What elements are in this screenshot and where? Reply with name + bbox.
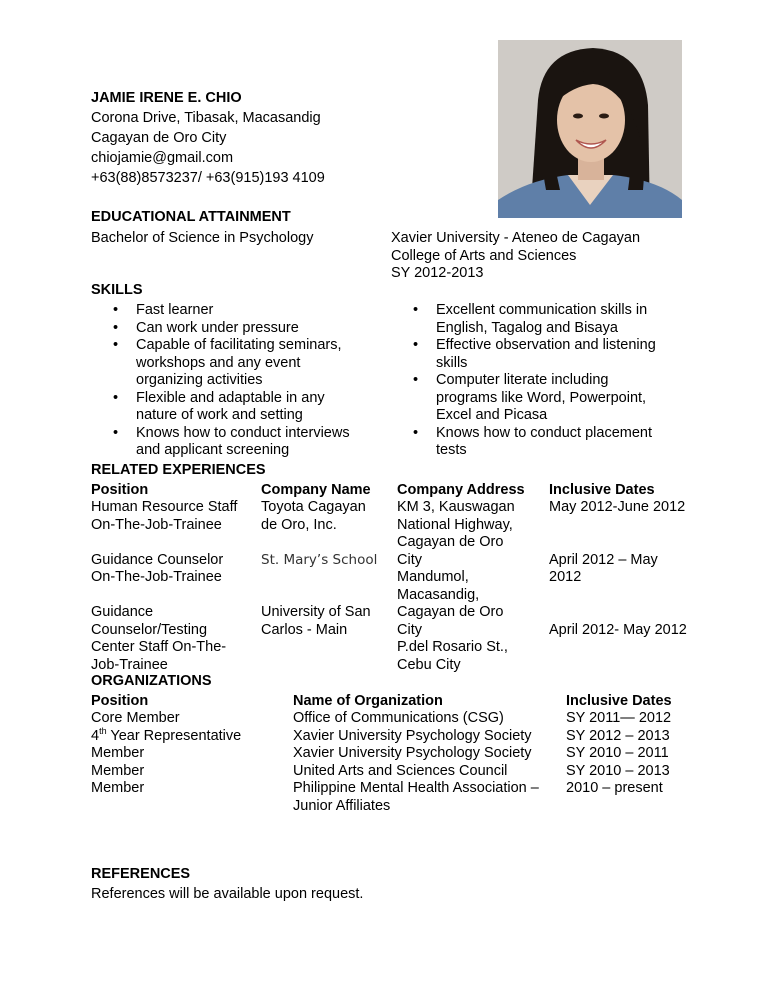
org-name-column bbox=[293, 710, 539, 815]
exp-dates-line: 2012 bbox=[549, 569, 582, 585]
exp-address-line: City bbox=[397, 621, 422, 638]
org-position-line: Member bbox=[91, 780, 145, 796]
exp-address-line: Cagayan de Oro bbox=[397, 604, 504, 620]
org-name-line: Office of Communications (CSG) bbox=[293, 710, 504, 726]
exp-company-line: St. Mary’s School bbox=[261, 551, 378, 568]
exp-header-address: Company Address bbox=[397, 482, 525, 498]
org-name-line: Philippine Mental Health Association – bbox=[293, 780, 539, 796]
exp-dates-line bbox=[549, 534, 687, 552]
applicant-name: JAMIE IRENE E. CHIO bbox=[91, 90, 242, 106]
org-dates-column bbox=[566, 710, 671, 798]
org-dates-line: SY 2012 – 2013 bbox=[566, 727, 670, 744]
exp-address-line: Mandumol, bbox=[397, 569, 469, 585]
exp-dates-line: April 2012- May 2012 bbox=[549, 621, 687, 638]
exp-position-line: On-The-Job-Trainee bbox=[91, 569, 222, 585]
exp-company-line: University of San bbox=[261, 604, 371, 620]
exp-address-column bbox=[397, 499, 515, 674]
exp-address-line: KM 3, Kauswagan bbox=[397, 499, 515, 515]
org-dates-line: 2010 – present bbox=[566, 780, 663, 796]
exp-position-line: Job-Trainee bbox=[91, 656, 168, 673]
skill-item: • Flexible and adaptable in any nature of work and setting bbox=[91, 390, 381, 425]
skills-heading: SKILLS bbox=[91, 282, 143, 298]
skills-right-list bbox=[391, 302, 691, 460]
skill-item: • Knows how to conduct placement tests bbox=[391, 425, 691, 460]
exp-position-line bbox=[91, 587, 237, 605]
org-header-name: Name of Organization bbox=[293, 693, 443, 709]
exp-address-line: Cebu City bbox=[397, 656, 461, 673]
exp-company-line bbox=[261, 569, 377, 587]
exp-company-line bbox=[261, 587, 377, 605]
org-name-line: Xavier University Psychology Society bbox=[293, 745, 532, 761]
exp-company-line: Toyota Cagayan bbox=[261, 499, 366, 515]
exp-address-line: National Highway, bbox=[397, 516, 513, 533]
exp-dates-line: May 2012-June 2012 bbox=[549, 499, 686, 515]
org-dates-line: SY 2011— 2012 bbox=[566, 710, 672, 726]
exp-dates-line bbox=[549, 517, 687, 535]
school-year: SY 2012-2013 bbox=[391, 265, 484, 281]
exp-dates-line bbox=[549, 604, 687, 622]
address-line-2: Cagayan de Oro City bbox=[91, 130, 227, 146]
org-position-line: Member bbox=[91, 762, 145, 779]
skill-item: • Computer literate including programs like Word, Powerpoint, Excel and Picasa bbox=[391, 372, 691, 425]
references-text: References will be available upon request. bbox=[91, 886, 364, 902]
school-info bbox=[391, 230, 640, 283]
references-heading: REFERENCES bbox=[91, 866, 191, 882]
exp-address-line: Macasandig, bbox=[397, 586, 480, 603]
org-position-column bbox=[91, 710, 241, 798]
exp-dates-line bbox=[549, 587, 687, 605]
phone: +63(88)8573237/ +63(915)193 4109 bbox=[91, 170, 325, 186]
profile-photo bbox=[498, 40, 682, 218]
exp-header-dates: Inclusive Dates bbox=[549, 482, 655, 498]
exp-header-position: Position bbox=[91, 482, 149, 498]
org-header-position: Position bbox=[91, 693, 149, 709]
skill-item: • Capable of facilitating seminars, workshops and any event organizing activities bbox=[91, 337, 381, 390]
org-dates-line: SY 2010 – 2013 bbox=[566, 762, 670, 779]
exp-company-line: Carlos - Main bbox=[261, 621, 348, 638]
exp-position-line: Guidance Counselor bbox=[91, 551, 224, 568]
exp-address-line: Cagayan de Oro bbox=[397, 534, 504, 550]
exp-header-company: Company Name bbox=[261, 482, 371, 498]
skill-item: • Effective observation and listening skills bbox=[391, 337, 691, 372]
org-position-line: Core Member bbox=[91, 710, 180, 726]
degree: Bachelor of Science in Psychology bbox=[91, 230, 314, 246]
exp-position-line: Center Staff On-The- bbox=[91, 639, 227, 655]
org-dates-line: SY 2010 – 2011 bbox=[566, 745, 669, 761]
education-heading: EDUCATIONAL ATTAINMENT bbox=[91, 209, 291, 225]
exp-company-line: de Oro, Inc. bbox=[261, 516, 337, 533]
exp-position-column bbox=[91, 499, 237, 674]
experiences-heading: RELATED EXPERIENCES bbox=[91, 462, 266, 478]
exp-dates-column bbox=[549, 499, 687, 639]
org-name-line: United Arts and Sciences Council bbox=[293, 762, 508, 779]
exp-position-line: Guidance bbox=[91, 604, 154, 620]
exp-position-line bbox=[91, 534, 237, 552]
skill-item: • Excellent communication skills in English, Tagalog and Bisaya bbox=[391, 302, 691, 337]
exp-company-column bbox=[261, 499, 377, 639]
address-line-1: Corona Drive, Tibasak, Macasandig bbox=[91, 110, 321, 126]
exp-position-line: Counselor/Testing bbox=[91, 621, 208, 638]
exp-company-line bbox=[261, 534, 377, 552]
exp-position-line: Human Resource Staff bbox=[91, 499, 238, 515]
organizations-heading: ORGANIZATIONS bbox=[91, 673, 212, 689]
org-position-line: Member bbox=[91, 745, 145, 761]
skill-item: • Fast learner bbox=[91, 302, 381, 320]
email: chiojamie@gmail.com bbox=[91, 150, 234, 166]
org-name-line: Junior Affiliates bbox=[293, 797, 391, 814]
exp-position-line: On-The-Job-Trainee bbox=[91, 516, 222, 533]
skills-left-list bbox=[91, 302, 381, 460]
org-header-dates: Inclusive Dates bbox=[566, 693, 672, 709]
school-college: College of Arts and Sciences bbox=[391, 247, 577, 264]
skill-item: • Knows how to conduct interviews and applicant screening bbox=[91, 425, 381, 460]
org-position-line: 4th Year Representative bbox=[91, 725, 242, 744]
exp-address-line: City bbox=[397, 551, 422, 568]
school-name: Xavier University - Ateneo de Cagayan bbox=[391, 230, 641, 246]
exp-dates-line: April 2012 – May bbox=[549, 551, 658, 568]
org-name-line: Xavier University Psychology Society bbox=[293, 727, 532, 744]
exp-address-line: P.del Rosario St., bbox=[397, 639, 508, 655]
skill-item: • Can work under pressure bbox=[91, 320, 381, 338]
